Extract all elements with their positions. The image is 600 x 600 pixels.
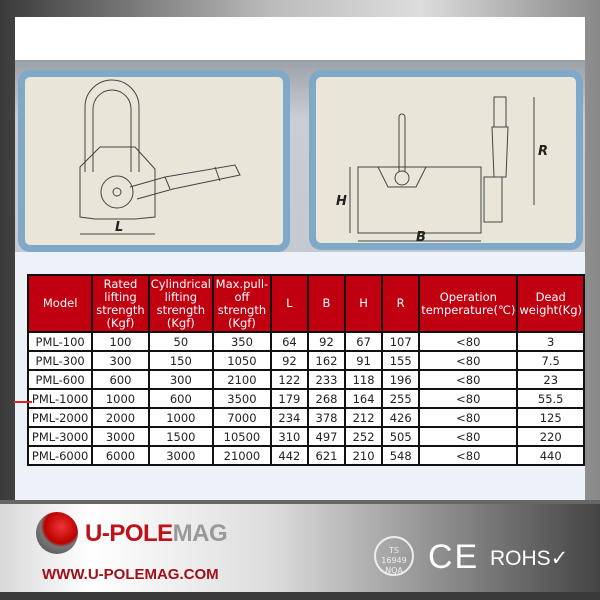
dimension-R: R [538,144,549,159]
header-dead-weight: Dead weight(Kg) [517,275,584,332]
table-cell: 50 [149,332,213,351]
table-cell: 2000 [92,408,148,427]
brand-name [85,520,227,548]
table-cell: <80 [419,332,517,351]
bottom-border [0,592,600,600]
table-cell: 2100 [213,370,271,389]
table-cell: 107 [382,332,419,351]
table-header-row [28,275,584,332]
header-R: R [382,275,419,332]
header-H: H [345,275,382,332]
table-cell: 150 [149,351,213,370]
table-cell: <80 [419,446,517,465]
table-cell: 548 [382,446,419,465]
table-cell: 234 [271,408,308,427]
table-row [28,351,584,370]
table-cell: 55.5 [517,389,584,408]
table-cell: 6000 [92,446,148,465]
table-cell: <80 [419,389,517,408]
table-cell: 442 [271,446,308,465]
table-cell: PML-6000 [28,446,92,465]
table-cell: 1000 [149,408,213,427]
table-cell: 255 [382,389,419,408]
side-view-drawing [18,70,290,252]
rohs-mark-icon: ROHS✓ [490,547,569,570]
dimension-L: L [115,220,124,235]
table-cell: 600 [92,370,148,389]
table-cell: 505 [382,427,419,446]
table-cell: 7.5 [517,351,584,370]
website-url[interactable]: WWW.U-POLEMAG.COM [42,566,219,583]
table-cell: 91 [345,351,382,370]
table-cell: PML-300 [28,351,92,370]
table-cell: 233 [308,370,345,389]
table-cell: PML-3000 [28,427,92,446]
table-cell: PML-2000 [28,408,92,427]
table-cell: PML-1000 [28,389,92,408]
table-cell: 426 [382,408,419,427]
table-cell: 3500 [213,389,271,408]
table-cell: PML-600 [28,370,92,389]
table-cell: 621 [308,446,345,465]
table-cell: 64 [271,332,308,351]
table-cell: <80 [419,370,517,389]
header-L: L [271,275,308,332]
spec-table [27,274,585,466]
header-model: Model [28,275,92,332]
table-cell: 210 [345,446,382,465]
table-cell: 67 [345,332,382,351]
table-cell: 125 [517,408,584,427]
table-cell: 10500 [213,427,271,446]
cert-number: 16949 [381,556,407,565]
table-cell: 164 [345,389,382,408]
table-cell: 300 [149,370,213,389]
table-cell: 220 [517,427,584,446]
table-cell: 1000 [92,389,148,408]
header-max-pull-off: Max.pull-off strength (Kgf) [213,275,271,332]
table-cell: 378 [308,408,345,427]
table-row [28,446,584,465]
table-cell: 155 [382,351,419,370]
table-cell: 350 [213,332,271,351]
table-cell: 122 [271,370,308,389]
table-cell: 196 [382,370,419,389]
company-logo-icon [36,512,78,554]
table-cell: 440 [517,446,584,465]
table-row [28,332,584,351]
table-row [28,427,584,446]
table-row [28,389,584,408]
table-cell: PML-100 [28,332,92,351]
table-cell: 300 [92,351,148,370]
table-cell: 23 [517,370,584,389]
table-cell: 100 [92,332,148,351]
dimension-H: H [336,194,347,209]
table-cell: 268 [308,389,345,408]
table-cell: 162 [308,351,345,370]
table-cell: 1050 [213,351,271,370]
table-cell: 21000 [213,446,271,465]
table-cell: 600 [149,389,213,408]
table-cell: 1500 [149,427,213,446]
table-cell: 179 [271,389,308,408]
table-cell: <80 [419,408,517,427]
cert-nqa: NQA [385,566,403,575]
table-cell: <80 [419,427,517,446]
table-row [28,370,584,389]
front-view-drawing [309,70,583,250]
table-row [28,408,584,427]
table-cell: 310 [271,427,308,446]
brand-gray: MAG [172,520,228,547]
header-rated-lifting: Rated lifting strength (Kgf) [92,275,148,332]
ce-mark-icon: CE [428,538,480,576]
header-operation-temp: Operation temperature(℃) [419,275,517,332]
red-arrow-marker [14,401,32,403]
ts16949-certification-icon [374,536,414,576]
table-cell: 3000 [149,446,213,465]
cert-ts: TS [389,546,399,555]
header-cylindrical-lifting: Cylindrical lifting strength (Kgf) [149,275,213,332]
table-cell: 252 [345,427,382,446]
table-cell: 7000 [213,408,271,427]
table-cell: 497 [308,427,345,446]
table-cell: 212 [345,408,382,427]
dimension-B: B [416,230,426,243]
table-cell: 3000 [92,427,148,446]
table-cell: 118 [345,370,382,389]
table-cell: 92 [271,351,308,370]
table-cell: 3 [517,332,584,351]
brand-red: U-POLE [85,520,173,547]
table-cell: <80 [419,351,517,370]
table-cell: 92 [308,332,345,351]
header-B: B [308,275,345,332]
